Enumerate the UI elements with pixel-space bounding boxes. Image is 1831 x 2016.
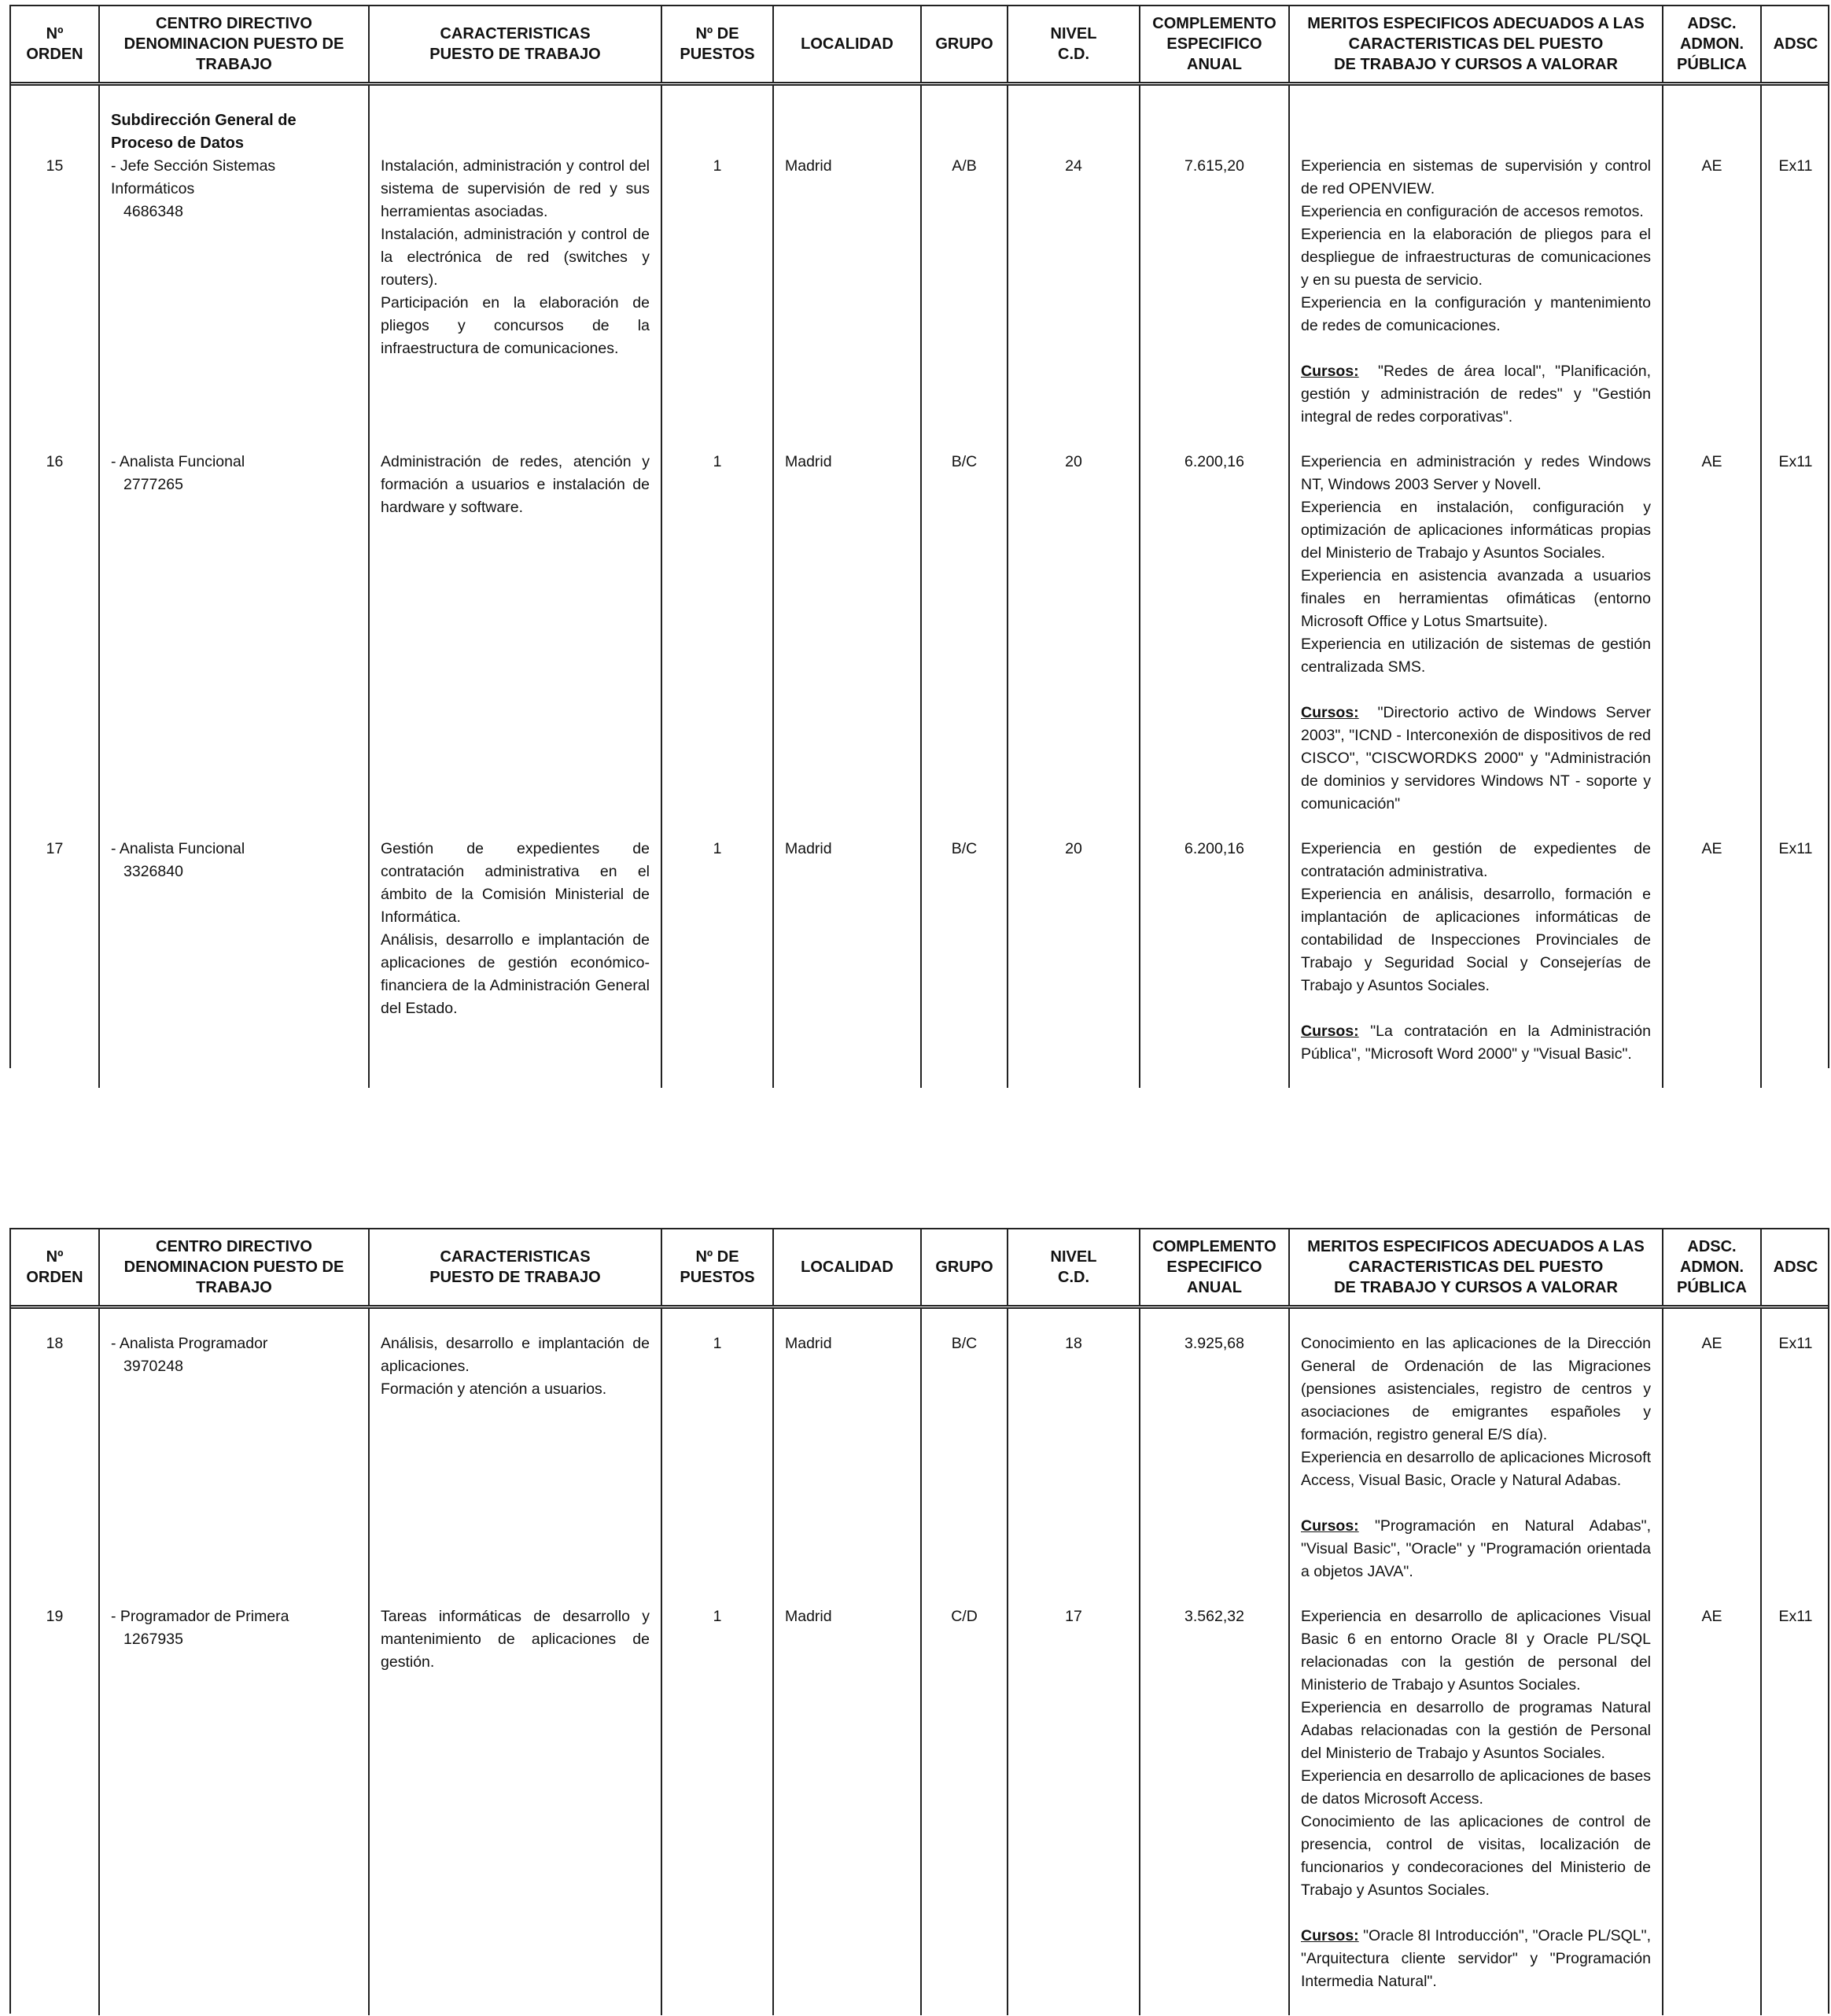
table-row: [11, 451, 1829, 838]
merito-item: Experiencia en desarrollo de aplicaciones Microsoft Access, Visual Basic, Oracle y Natural Adabas.: [1301, 1449, 1651, 1489]
caracteristica-item: Formación y atención a usuarios.: [381, 1380, 607, 1398]
merito-item: Experiencia en desarrollo de programas Natural Adabas relacionadas con la gestión de Personal del Ministerio de Trabajo y Asuntos Sociales.: [1301, 1699, 1651, 1762]
table-block-1: [9, 5, 1829, 1068]
complemento-cell: 6.200,16: [1140, 451, 1289, 838]
puestos-cell: 1: [661, 1332, 773, 1605]
header-caracteristicas: CARACTERISTICAS PUESTO DE TRABAJO: [369, 6, 661, 84]
adsc-admon-cell: AE: [1663, 109, 1761, 451]
complemento-cell: 6.200,16: [1140, 838, 1289, 1088]
header-centro: CENTRO DIRECTIVO DENOMINACION PUESTO DE TRABAJO: [99, 6, 369, 84]
merito-item: Experiencia en desarrollo de aplicaciones Visual Basic 6 en entorno Oracle 8I y Oracle PL/SQL relacionadas con la gestión de personal del Ministerio de Trabajo y Asuntos Sociales.: [1301, 1608, 1651, 1694]
meritos-cell: [1289, 838, 1663, 1088]
caracteristicas-cell: [369, 1332, 661, 1605]
caracteristica-item: Administración de redes, atención y formación a usuarios e instalación de hardware y software.: [381, 453, 650, 516]
meritos-cell: [1289, 109, 1663, 451]
caracteristica-item: Participación en la elaboración de pliegos y concursos de la infraestructura de comunicaciones.: [381, 294, 650, 357]
nivel-cell: 24: [1008, 109, 1140, 451]
cursos-label: Cursos:: [1301, 1023, 1359, 1040]
orden-cell: 17: [46, 840, 64, 857]
complemento-cell: 7.615,20: [1140, 109, 1289, 451]
caracteristicas-cell: [369, 838, 661, 1088]
merito-item: Experiencia en configuración de accesos remotos.: [1301, 203, 1644, 220]
puesto-code: 2777265: [123, 476, 183, 493]
cursos-label: Cursos:: [1301, 704, 1359, 721]
adsc-cell: Ex11: [1761, 838, 1829, 1088]
localidad-cell: Madrid: [773, 1605, 921, 2015]
grupo-cell: B/C: [921, 1332, 1008, 1605]
header-complemento: COMPLEMENTO ESPECIFICO ANUAL: [1140, 1229, 1289, 1307]
caracteristica-item: Análisis, desarrollo e implantación de aplicaciones de gestión económico-financiera de la Administración General del Estado.: [381, 931, 650, 1017]
header-meritos: MERITOS ESPECIFICOS ADECUADOS A LAS CARACTERISTICAS DEL PUESTO DE TRABAJO Y CURSOS A VALORAR: [1289, 6, 1663, 84]
nivel-cell: 17: [1008, 1605, 1140, 2015]
puesto-name: - Analista Programador: [111, 1335, 268, 1352]
positions-table-1: [11, 6, 1829, 1088]
merito-item: Experiencia en sistemas de supervisión y control de red OPENVIEW.: [1301, 157, 1651, 197]
puesto-name: - Jefe Sección Sistemas Informáticos: [111, 157, 276, 197]
caracteristica-item: Análisis, desarrollo e implantación de aplicaciones.: [381, 1335, 650, 1375]
localidad-cell: Madrid: [773, 1332, 921, 1605]
header-centro: CENTRO DIRECTIVO DENOMINACION PUESTO DE TRABAJO: [99, 1229, 369, 1307]
merito-item: Experiencia en análisis, desarrollo, formación e implantación de aplicaciones informáticas de contabilidad de Inspecciones Provinciales de Trabajo y Seguridad Social y Consejerías de Trabajo y Asuntos Sociales.: [1301, 886, 1651, 994]
puesto-name: - Programador de Primera: [111, 1608, 289, 1625]
grupo-cell: A/B: [921, 109, 1008, 451]
orden-cell: 18: [46, 1335, 64, 1352]
header-adsc-admon: ADSC. ADMON. PÚBLICA: [1663, 6, 1761, 84]
cursos-text: Cursos: "Programación en Natural Adabas", "Visual Basic", "Oracle" y "Programación orientada a objetos JAVA".: [1301, 1517, 1651, 1580]
adsc-admon-cell: AE: [1663, 1605, 1761, 2015]
header-orden: Nº ORDEN: [11, 6, 99, 84]
puestos-cell: 1: [661, 451, 773, 838]
denominacion-cell: [99, 1332, 369, 1605]
header-puestos: Nº DE PUESTOS: [661, 6, 773, 84]
table-row: [11, 838, 1829, 1088]
adsc-admon-cell: AE: [1663, 451, 1761, 838]
puesto-code: 4686348: [123, 203, 183, 220]
adsc-cell: Ex11: [1761, 451, 1829, 838]
localidad-cell: Madrid: [773, 451, 921, 838]
puesto-code: 1267935: [123, 1631, 183, 1648]
header-adsc-admon: ADSC. ADMON. PÚBLICA: [1663, 1229, 1761, 1307]
orden-cell: 15: [46, 157, 64, 175]
header-adsc: ADSC: [1761, 1229, 1829, 1307]
caracteristicas-cell: [369, 109, 661, 451]
grupo-cell: B/C: [921, 838, 1008, 1088]
meritos-cell: [1289, 451, 1663, 838]
caracteristicas-cell: [369, 451, 661, 838]
table-header: [11, 1229, 1829, 1307]
header-caracteristicas: CARACTERISTICAS PUESTO DE TRABAJO: [369, 1229, 661, 1307]
cursos-label: Cursos:: [1301, 1927, 1359, 1944]
merito-item: Experiencia en utilización de sistemas de gestión centralizada SMS.: [1301, 636, 1651, 676]
adsc-cell: Ex11: [1761, 1332, 1829, 1605]
positions-table-2: [11, 1229, 1829, 2015]
nivel-cell: 20: [1008, 838, 1140, 1088]
header-nivel: NIVEL C.D.: [1008, 1229, 1140, 1307]
header-localidad: LOCALIDAD: [773, 1229, 921, 1307]
meritos-cell: [1289, 1605, 1663, 2015]
merito-item: Experiencia en asistencia avanzada a usuarios finales en herramientas ofimáticas (entorno Microsoft Office y Lotus Smartsuite).: [1301, 567, 1651, 630]
header-orden: Nº ORDEN: [11, 1229, 99, 1307]
header-grupo: GRUPO: [921, 1229, 1008, 1307]
caracteristica-item: Tareas informáticas de desarrollo y mantenimiento de aplicaciones de gestión.: [381, 1608, 650, 1671]
puestos-cell: 1: [661, 109, 773, 451]
puestos-cell: 1: [661, 1605, 773, 2015]
table-row: [11, 109, 1829, 451]
puesto-code: 3970248: [123, 1358, 183, 1375]
puesto-code: 3326840: [123, 863, 183, 880]
caracteristica-item: Gestión de expedientes de contratación administrativa en el ámbito de la Comisión Ministerial de Informática.: [381, 840, 650, 926]
merito-item: Experiencia en la elaboración de pliegos para el despliegue de infraestructuras de comunicaciones y en su puesta de servicio.: [1301, 226, 1651, 289]
table-row: [11, 1332, 1829, 1605]
grupo-cell: B/C: [921, 451, 1008, 838]
cursos-text: Cursos: "La contratación en la Administración Pública", "Microsoft Word 2000" y "Visual Basic".: [1301, 1023, 1651, 1063]
table-header: [11, 6, 1829, 84]
adsc-admon-cell: AE: [1663, 838, 1761, 1088]
merito-item: Conocimiento en las aplicaciones de la Dirección General de Ordenación de las Migraciones (pensiones asistenciales, registro de centros y asociaciones de emigrantes españoles y formación, registro general E/S día).: [1301, 1335, 1651, 1443]
complemento-cell: 3.925,68: [1140, 1332, 1289, 1605]
merito-item: Experiencia en administración y redes Windows NT, Windows 2003 Server y Novell.: [1301, 453, 1651, 493]
header-nivel: NIVEL C.D.: [1008, 6, 1140, 84]
puestos-cell: 1: [661, 838, 773, 1088]
denominacion-cell: [99, 451, 369, 838]
cursos-text: Cursos: "Directorio activo de Windows Server 2003", "ICND - Interconexión de dispositivos de red CISCO", "CISCWORDKS 2000" y "Administración de dominios y servidores Windows NT - soporte y comunicación": [1301, 704, 1651, 813]
header-grupo: GRUPO: [921, 6, 1008, 84]
adsc-cell: Ex11: [1761, 109, 1829, 451]
meritos-cell: [1289, 1332, 1663, 1605]
orden-cell: 16: [46, 453, 64, 470]
puesto-name: - Analista Funcional: [111, 840, 245, 857]
merito-item: Conocimiento de las aplicaciones de control de presencia, control de visitas, localización de funcionarios y condecoraciones del Ministerio de Trabajo y Asuntos Sociales.: [1301, 1813, 1651, 1899]
header-localidad: LOCALIDAD: [773, 6, 921, 84]
cursos-label: Cursos:: [1301, 1517, 1359, 1535]
merito-item: Experiencia en gestión de expedientes de contratación administrativa.: [1301, 840, 1651, 880]
denominacion-cell: [99, 838, 369, 1088]
adsc-cell: Ex11: [1761, 1605, 1829, 2015]
adsc-admon-cell: AE: [1663, 1332, 1761, 1605]
table-row: [11, 1605, 1829, 2015]
grupo-cell: C/D: [921, 1605, 1008, 2015]
localidad-cell: Madrid: [773, 109, 921, 451]
cursos-text: Cursos: "Oracle 8I Introducción", "Oracle PL/SQL", "Arquitectura cliente servidor" y "Programación Intermedia Natural".: [1301, 1927, 1651, 1990]
subdireccion-title: Subdirección General de Proceso de Datos: [111, 112, 297, 152]
nivel-cell: 20: [1008, 451, 1140, 838]
caracteristicas-cell: [369, 1605, 661, 2015]
puesto-name: - Analista Funcional: [111, 453, 245, 470]
cursos-label: Cursos:: [1301, 363, 1359, 380]
complemento-cell: 3.562,32: [1140, 1605, 1289, 2015]
cursos-text: Cursos: "Redes de área local", "Planificación, gestión y administración de redes" y "Gestión integral de redes corporativas".: [1301, 363, 1651, 426]
caracteristica-item: Instalación, administración y control del sistema de supervisión de red y sus herramientas asociadas.: [381, 157, 650, 220]
merito-item: Experiencia en desarrollo de aplicaciones de bases de datos Microsoft Access.: [1301, 1767, 1651, 1808]
localidad-cell: Madrid: [773, 838, 921, 1088]
merito-item: Experiencia en instalación, configuración y optimización de aplicaciones informáticas propias del Ministerio de Trabajo y Asuntos Sociales.: [1301, 499, 1651, 562]
nivel-cell: 18: [1008, 1332, 1140, 1605]
merito-item: Experiencia en la configuración y mantenimiento de redes de comunicaciones.: [1301, 294, 1651, 334]
caracteristica-item: Instalación, administración y control de la electrónica de red (switches y routers).: [381, 226, 650, 289]
header-adsc: ADSC: [1761, 6, 1829, 84]
table-block-2: [9, 1228, 1829, 2014]
denominacion-cell: [99, 109, 369, 451]
denominacion-cell: [99, 1605, 369, 2015]
header-complemento: COMPLEMENTO ESPECIFICO ANUAL: [1140, 6, 1289, 84]
orden-cell: 19: [46, 1608, 64, 1625]
header-puestos: Nº DE PUESTOS: [661, 1229, 773, 1307]
header-meritos: MERITOS ESPECIFICOS ADECUADOS A LAS CARACTERISTICAS DEL PUESTO DE TRABAJO Y CURSOS A VALORAR: [1289, 1229, 1663, 1307]
